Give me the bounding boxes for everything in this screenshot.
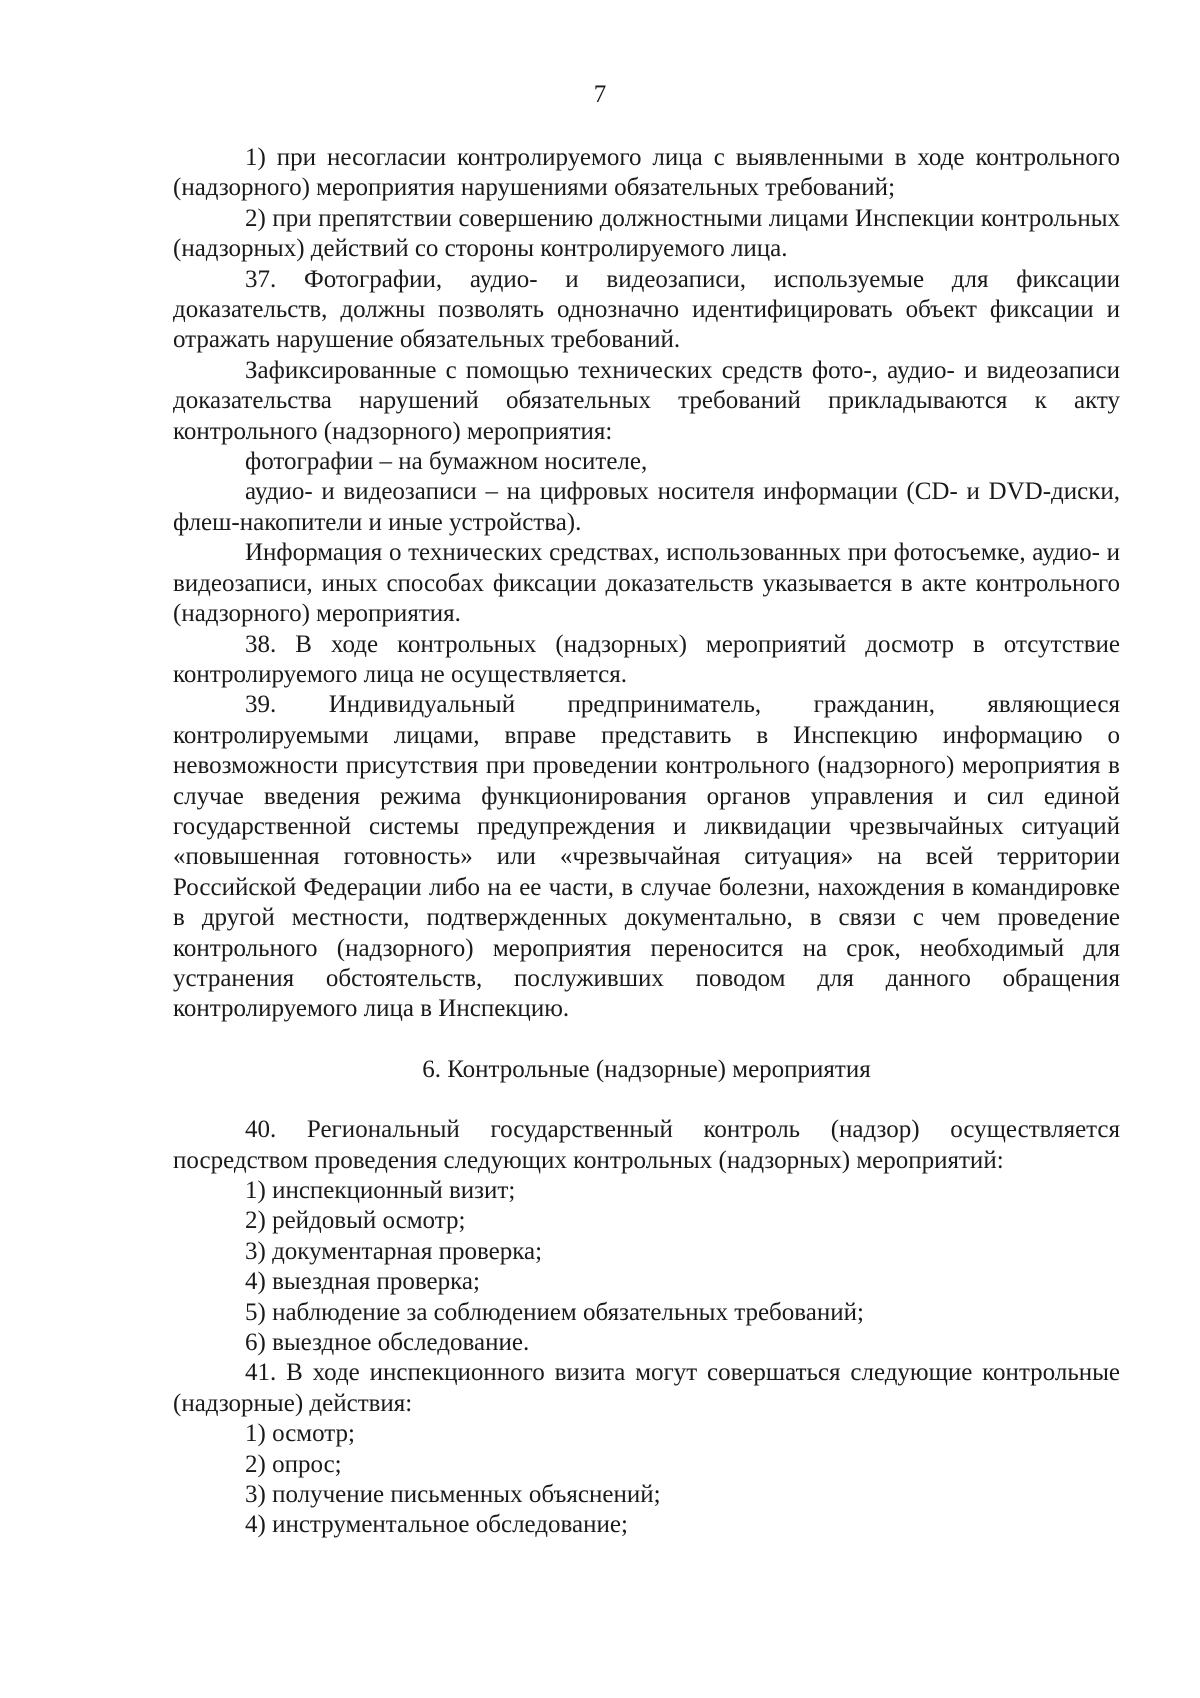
paragraph: 1) при несогласии контролируемого лица с выявленными в ходе контрольного (надзорного) мероприятия нарушениями обязательных требований;	[173, 144, 1120, 202]
paragraph: 2) при препятствии совершению должностными лицами Инспекции контрольных (надзорных) действий со стороны контролируемого лица.	[173, 204, 1120, 263]
paragraph: аудио- и видеозаписи – на цифровых носителя информации (CD- и DVD-диски, флеш-накопители и иные устройства).	[173, 478, 1120, 536]
paragraph: Зафиксированные с помощью технических средств фото-, аудио- и видеозаписи доказательства нарушений обязательных требований прикладываются к акту контрольного (надзорного) мероприятия:	[173, 356, 1120, 445]
list-item: 3) получение письменных объяснений;	[245, 1481, 661, 1509]
list-item: 4) инструментальное обследование;	[245, 1511, 628, 1539]
list-item: 2) опрос;	[245, 1450, 342, 1478]
list-item: 1) осмотр;	[245, 1420, 355, 1448]
list-item: 4) выездная проверка;	[245, 1268, 480, 1296]
paragraph: 37. Фотографии, аудио- и видеозаписи, используемые для фиксации доказательств, должны позволять однозначно идентифицировать объект фиксации и отражать нарушение обязательных требований.	[173, 265, 1120, 354]
list-item: 1) инспекционный визит;	[245, 1177, 516, 1204]
paragraph: Информация о технических средствах, использованных при фотосъемке, аудио- и видеозаписи, иных способах фиксации доказательств указывается в акте контрольного (надзорного) мероприятия.	[173, 539, 1120, 628]
list-item: 3) документарная проверка;	[245, 1237, 543, 1265]
paragraph: 41. В ходе инспекционного визита могут совершаться следующие контрольные (надзорные) действия:	[173, 1359, 1120, 1417]
list-item: 6) выездное обследование.	[245, 1329, 530, 1357]
paragraph: 38. В ходе контрольных (надзорных) мероприятий досмотр в отсутствие контролируемого лица не осуществляется.	[173, 630, 1120, 688]
section-heading: 6. Контрольные (надзорные) мероприятия	[422, 1055, 871, 1083]
list-item: 2) рейдовый осмотр;	[245, 1207, 466, 1235]
document-body	[173, 143, 1120, 1541]
paragraph: 39. Индивидуальный предприниматель, гражданин, являющиеся контролируемыми лицами, вправе представить в Инспекцию информацию о невозможности присутствия при проведении контрольного (надзорного) мероприятия в случае введения режима функционирования органов управления и сил единой государственной системы предупреждения и ликвидации чрезвычайных ситуаций «повышенная готовность» или «чрезвычайная ситуация» на всей территории Российской Федерации либо на ее части, в случае болезни, нахождения в командировке в другой местности, подтвержденных документально, в связи с чем проведение контрольного (надзорного) мероприятия переносится на срок, необходимый для устранения обстоятельств, послуживших поводом для данного обращения контролируемого лица в Инспекцию.	[173, 691, 1120, 1023]
paragraph: фотографии – на бумажном носителе,	[245, 448, 648, 476]
list-item: 5) наблюдение за соблюдением обязательных требований;	[245, 1298, 864, 1326]
page-number: 7	[593, 81, 607, 108]
paragraph: 40. Региональный государственный контроль (надзор) осуществляется посредством проведения следующих контрольных (надзорных) мероприятий:	[173, 1116, 1120, 1174]
